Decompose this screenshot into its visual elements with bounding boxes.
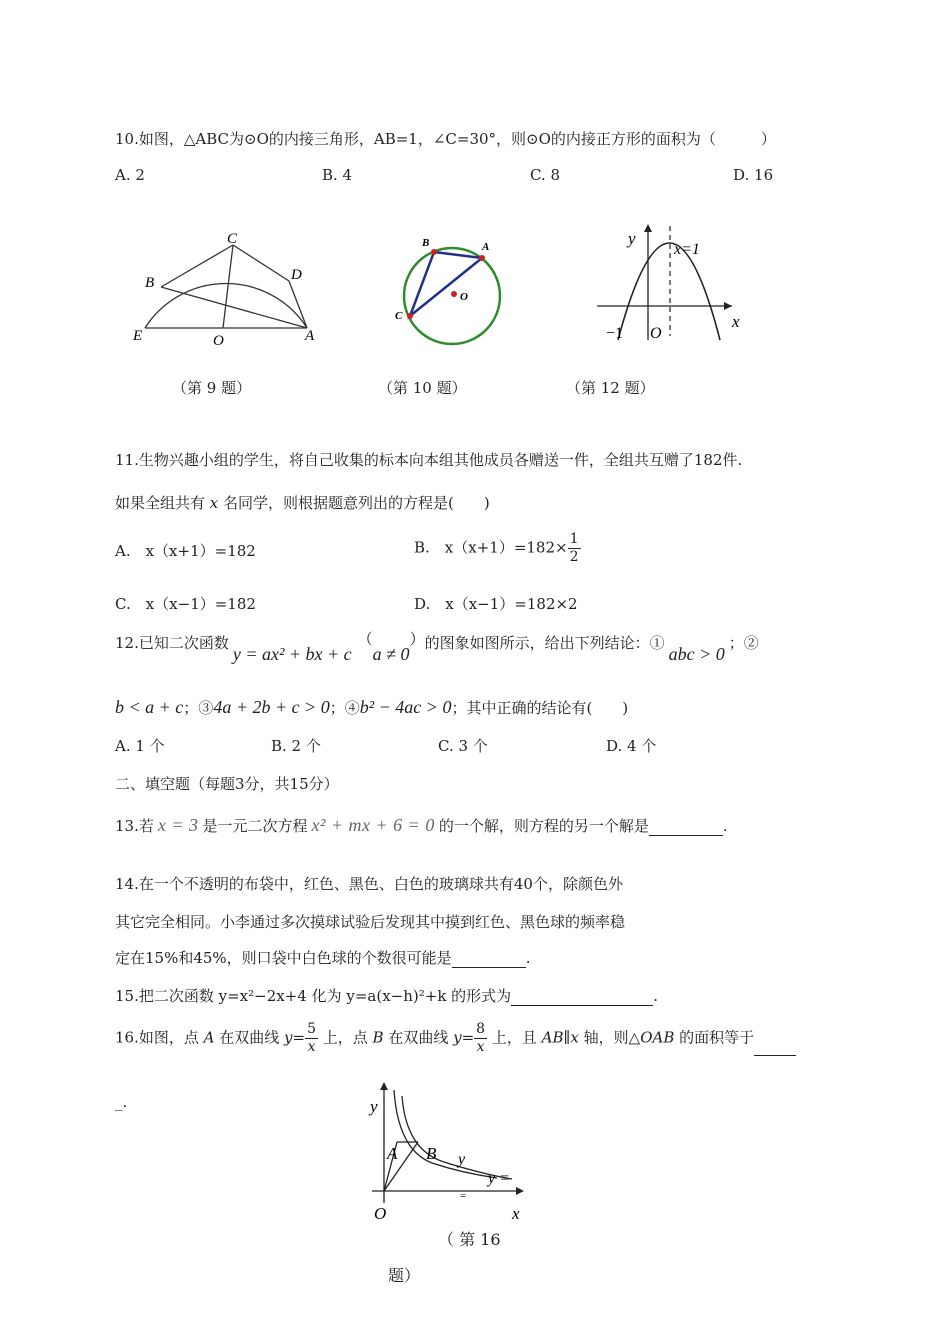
fig10-label-a: A xyxy=(482,241,490,253)
fig16-curve-y5 xyxy=(394,1090,497,1178)
fig10-label-o: O xyxy=(460,291,468,303)
fig16-caption-line1: （ 第 16 xyxy=(438,1230,501,1249)
fig16-label-eq: = xyxy=(460,1190,467,1202)
q12-option-d: D. 4 个 xyxy=(606,737,657,755)
q10-option-a: A. 2 xyxy=(115,166,145,184)
fig10-point-c xyxy=(407,313,413,319)
q11-stem-line1: 11.生物兴趣小组的学生，将自己收集的标本向本组其他成员各赠送一件，全组共互赠了182件. xyxy=(115,451,743,469)
fig9-segment-da xyxy=(289,281,307,328)
fig9-label-b: B xyxy=(145,275,155,291)
fig16-label-curve-y2: y = xyxy=(488,1170,510,1187)
fig12-label-o: O xyxy=(650,325,662,342)
fig10-label-c: C xyxy=(395,310,403,322)
fig12-label-axis: x=1 xyxy=(674,241,700,258)
q16-stem: 16.如图，点 A 在双曲线 y= $\frac{5}{x}$ 上，点 B 在双曲线 y= $\frac{8}{x}$ 上，且 AB∥x 轴，则△OAB 的面积等于 xyxy=(115,1021,796,1056)
q11-option-d: D. x（x−1）=182×2 xyxy=(414,595,578,613)
q12-option-c: C. 3 个 xyxy=(438,737,488,755)
fig10-caption: （第 10 题） xyxy=(378,379,467,397)
fig16-y-arrow xyxy=(380,1082,388,1090)
q11-option-c: C. x（x−1）=182 xyxy=(115,595,256,613)
q10-option-c: C. 8 xyxy=(530,166,561,184)
q12-option-a: A. 1 个 xyxy=(115,737,165,755)
fig12-label-y: y xyxy=(628,229,636,248)
q11-option-a: A. x（x+1）=182 xyxy=(115,542,256,560)
q14-answer-blank[interactable] xyxy=(452,953,526,968)
q13-answer-blank[interactable] xyxy=(649,821,723,836)
fig10-point-b xyxy=(431,249,437,255)
q11-option-b: B. x（x+1）=182× $\frac{1}{2}$ xyxy=(414,531,579,565)
fig12-x-arrow xyxy=(724,302,732,310)
fig9-segment-co xyxy=(223,245,233,328)
section-2-heading: 二、填空题（每题3分，共15分） xyxy=(115,775,339,793)
fig12-parabola xyxy=(618,243,720,340)
fig16-label-y-axis: y xyxy=(370,1097,378,1116)
q15-stem: 15.把二次函数 y=x²−2x+4 化为 y=a(x−h)²+k 的形式为 . xyxy=(115,987,658,1005)
figure-16 xyxy=(362,1078,537,1228)
fig16-x-arrow xyxy=(516,1187,524,1195)
q16-stem-continuation: _. xyxy=(115,1093,128,1111)
q10-stem: 10.如图，△ABC为⊙O的内接三角形，AB=1，∠C=30°，则⊙O的内接正方形的面积为（ ） xyxy=(115,130,776,148)
fig9-segment-ba xyxy=(161,287,307,328)
fig10-point-o xyxy=(451,291,457,297)
q14-stem-line1: 14.在一个不透明的布袋中，红色、黑色、白色的玻璃球共有40个，除颜色外 xyxy=(115,875,623,893)
fig16-label-x-axis: x xyxy=(512,1204,520,1223)
q12-stem-line2: b < a + c；③4a + 2b + c > 0；④b² − 4ac > 0；其中正确的结论有( ) xyxy=(115,697,629,717)
fig10-triangle xyxy=(410,252,482,316)
q16-answer-blank[interactable] xyxy=(754,1041,796,1056)
fig9-label-d: D xyxy=(291,267,302,283)
figure-9 xyxy=(125,225,325,350)
q12-stem-line1: 12.已知二次函数y = ax² + bx + c（a ≠ 0）的图象如图所示，给出下列结论：①abc > 0；② xyxy=(115,630,759,664)
fig12-caption: （第 12 题） xyxy=(566,379,655,397)
fig12-label-neg1: −1 xyxy=(606,325,624,342)
fig16-label-a: A xyxy=(387,1144,398,1163)
fig9-label-c: C xyxy=(227,231,238,247)
q15-answer-blank[interactable] xyxy=(511,991,653,1006)
fig16-curve-y8 xyxy=(402,1096,512,1179)
figure-12 xyxy=(592,218,752,348)
fig9-label-o: O xyxy=(213,333,224,349)
fig12-label-x: x xyxy=(732,312,740,331)
q13-stem: 13.若 x = 3 是一元二次方程 x² + mx + 6 = 0 的一个解，则方程的另一个解是 . xyxy=(115,815,728,835)
fig9-label-e: E xyxy=(133,328,143,344)
fig9-segment-cd xyxy=(233,245,289,281)
q11-stem-line2: 如果全组共有 x 名同学，则根据题意列出的方程是( ) xyxy=(115,494,490,512)
q14-stem-line2: 其它完全相同。小李通过多次摸球试验后发现其中摸到红色、黑色球的频率稳 xyxy=(115,913,626,931)
q12-option-b: B. 2 个 xyxy=(271,737,321,755)
fig16-label-curve-y1: y xyxy=(458,1151,466,1168)
q10-option-b: B. 4 xyxy=(322,166,353,184)
fig16-caption-line2: 题） xyxy=(388,1266,421,1285)
fig9-segment-bc xyxy=(161,245,233,287)
fig16-label-b: B xyxy=(426,1144,437,1163)
q14-stem-line3: 定在15%和45%，则口袋中白色球的个数很可能是 . xyxy=(115,949,531,967)
fig16-label-o: O xyxy=(374,1204,387,1223)
fig10-point-a xyxy=(479,255,485,261)
fig10-label-b: B xyxy=(422,237,430,249)
fig9-caption: （第 9 题） xyxy=(172,379,252,397)
fig12-y-arrow xyxy=(644,224,652,232)
fig9-label-a: A xyxy=(305,328,315,344)
q10-option-d: D. 16 xyxy=(733,166,774,184)
figure-10 xyxy=(390,232,515,347)
